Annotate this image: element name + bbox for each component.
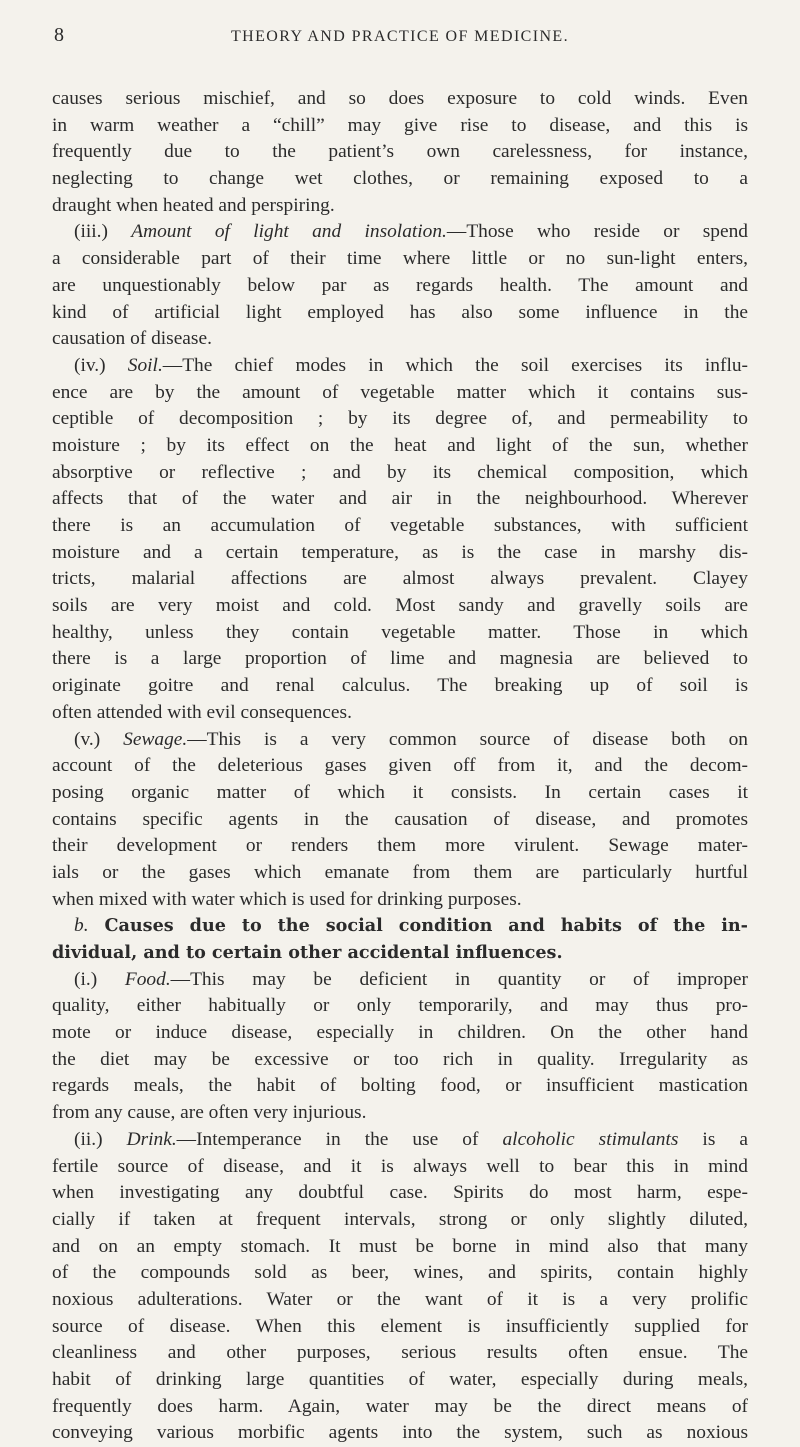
text-run: habit of drinking large quantities of water, especially during meals, <box>52 1369 748 1390</box>
text-line <box>52 460 748 487</box>
text-run: —Intemperance in the use of <box>176 1128 503 1150</box>
text-line <box>52 646 748 673</box>
text-run: their development or renders them more virulent. Sewage mater- <box>52 835 748 857</box>
text-run: frequently does harm. Again, water may be the direct means of <box>52 1395 748 1417</box>
text-run: a considerable part of their time where little or no sun-light enters, <box>52 248 748 270</box>
text-run: fertile source of disease, and it is always well to bear this in mind <box>52 1155 748 1177</box>
text-line <box>52 1100 748 1127</box>
text-run: of the compounds sold as beer, wines, and spirits, contain highly <box>52 1262 748 1284</box>
text-line <box>52 1154 748 1181</box>
text-line <box>52 1073 748 1100</box>
text-run: noxious adulterations. Water or the want of it is a very prolific <box>52 1288 748 1310</box>
italic-run: alcoholic stimulants <box>502 1128 679 1150</box>
text-run: (i.) <box>74 968 125 990</box>
text-run: moisture ; by its effect on the heat and light of the sun, whether <box>52 434 748 456</box>
text-run: ials or the gases which emanate from them are particularly hurtful <box>52 861 748 883</box>
text-run: draught when heated and perspiring. <box>52 194 335 216</box>
text-line <box>52 967 748 994</box>
text-line <box>52 406 748 433</box>
text-line <box>52 380 748 407</box>
text-line <box>52 540 748 567</box>
text-line <box>52 860 748 887</box>
text-line <box>52 1394 748 1421</box>
text-line <box>52 620 748 647</box>
text-line <box>52 193 748 220</box>
text-run: (ii.) <box>74 1128 127 1150</box>
text-line <box>52 1047 748 1074</box>
text-line <box>52 993 748 1020</box>
text-run: tricts, malarial affections are almost always prevalent. Clayey <box>52 568 748 590</box>
italic-run: Soil. <box>127 354 163 376</box>
text-run: account of the deleterious gases given off from it, and the decom- <box>52 755 748 777</box>
text-line <box>52 727 748 754</box>
text-line <box>52 273 748 300</box>
text-run: (iii.) <box>74 221 132 243</box>
text-run: originate goitre and renal calculus. The breaking up of soil is <box>52 675 748 697</box>
text-line <box>52 513 748 540</box>
text-line <box>52 753 748 780</box>
text-line <box>52 833 748 860</box>
text-run: and on an empty stomach. It must be borne in mind also that many <box>52 1235 748 1257</box>
text-line <box>52 673 748 700</box>
text-line <box>52 1420 748 1447</box>
text-run: (iv.) <box>74 354 128 376</box>
text-run: quality, either habitually or only temporarily, and may thus pro- <box>52 995 748 1017</box>
text-run: there is a large proportion of lime and magnesia are believed to <box>52 648 748 670</box>
text-run: kind of artificial light employed has also some influence in the <box>52 301 748 323</box>
text-run: in warm weather a “chill” may give rise to disease, and this is <box>52 114 748 136</box>
text-run: cleanliness and other purposes, serious results often ensue. The <box>52 1342 748 1364</box>
text-run: —The chief modes in which the soil exercises its influ- <box>162 354 748 376</box>
text-run: when mixed with water which is used for drinking purposes. <box>52 888 522 910</box>
text-run: often attended with evil consequences. <box>52 701 352 723</box>
text-run: causation of disease. <box>52 328 212 350</box>
text-run: regards meals, the habit of bolting food, or insufficient mastication <box>52 1075 748 1097</box>
text-run: conveying various morbific agents into the system, such as noxious <box>52 1422 748 1444</box>
text-line <box>52 1020 748 1047</box>
text-run: the diet may be excessive or too rich in quality. Irregularity as <box>52 1048 748 1070</box>
text-line <box>52 219 748 246</box>
text-run: mote or induce disease, especially in children. On the other hand <box>52 1022 748 1044</box>
bold-run: Causes due to the social condition and habits of the in- <box>88 915 748 937</box>
text-line <box>52 486 748 513</box>
text-run: soils are very moist and cold. Most sandy and gravelly soils are <box>52 595 748 617</box>
text-line <box>52 913 748 940</box>
italic-run: Food. <box>124 968 171 990</box>
text-line <box>52 139 748 166</box>
running-head: THEORY AND PRACTICE OF MEDICINE. <box>231 28 569 45</box>
text-line <box>52 326 748 353</box>
text-line <box>52 593 748 620</box>
text-line <box>52 433 748 460</box>
text-line <box>52 353 748 380</box>
text-run: is a <box>678 1128 748 1150</box>
text-line <box>52 1314 748 1341</box>
text-line <box>52 246 748 273</box>
italic-run: b. <box>74 915 89 937</box>
text-line <box>52 1234 748 1261</box>
italic-run: Drink. <box>126 1128 177 1150</box>
body-text <box>52 86 748 1447</box>
text-line <box>52 300 748 327</box>
text-run: cially if taken at frequent intervals, strong or only slightly diluted, <box>52 1208 748 1230</box>
text-run: contains specific agents in the causation of disease, and promotes <box>52 808 748 830</box>
text-run: ence are by the amount of vegetable matter which it contains sus- <box>52 381 748 403</box>
page-header <box>0 24 800 50</box>
text-line <box>52 1340 748 1367</box>
text-line <box>52 1260 748 1287</box>
text-run: —This may be deficient in quantity or of improper <box>170 968 748 990</box>
text-line <box>52 887 748 914</box>
text-run: (v.) <box>74 728 124 750</box>
italic-run: Amount of light and insolation. <box>131 221 447 243</box>
text-run: neglecting to change wet clothes, or remaining exposed to a <box>52 168 748 190</box>
text-run: causes serious mischief, and so does exposure to cold winds. Even <box>52 88 748 109</box>
text-run: affects that of the water and air in the neighbourhood. Wherever <box>52 488 748 510</box>
text-line <box>52 780 748 807</box>
text-line <box>52 113 748 140</box>
text-run: there is an accumulation of vegetable substances, with sufficient <box>52 515 748 536</box>
text-line <box>52 1207 748 1234</box>
text-run: are unquestionably below par as regards health. The amount and <box>52 274 748 296</box>
text-line <box>52 940 748 967</box>
text-run: —Those who reside or spend <box>446 221 748 243</box>
text-line <box>52 86 748 113</box>
text-run: absorptive or reflective ; and by its chemical composition, which <box>52 461 748 483</box>
text-line <box>52 1367 748 1394</box>
text-run: posing organic matter of which it consists. In certain cases it <box>52 781 748 803</box>
text-run: healthy, unless they contain vegetable matter. Those in which <box>52 621 748 643</box>
text-run: —This is a very common source of disease both on <box>187 728 748 750</box>
text-run: frequently due to the patient’s own carelessness, for instance, <box>52 141 748 163</box>
text-line <box>52 807 748 834</box>
text-line <box>52 1180 748 1207</box>
bold-run: dividual, and to certain other accidental influences. <box>52 942 563 963</box>
text-line <box>52 166 748 193</box>
text-line <box>52 566 748 593</box>
italic-run: Sewage. <box>123 728 188 750</box>
text-line <box>52 700 748 727</box>
text-line <box>52 1127 748 1154</box>
text-run: source of disease. When this element is insufficiently supplied for <box>52 1315 748 1337</box>
text-run: from any cause, are often very injurious. <box>52 1102 367 1124</box>
text-line <box>52 1287 748 1314</box>
text-run: moisture and a certain temperature, as is the case in marshy dis- <box>52 541 748 563</box>
text-run: when investigating any doubtful case. Spirits do most harm, espe- <box>52 1182 748 1204</box>
text-run: ceptible of decomposition ; by its degree of, and permeability to <box>52 408 748 430</box>
page-number: 8 <box>54 24 64 46</box>
